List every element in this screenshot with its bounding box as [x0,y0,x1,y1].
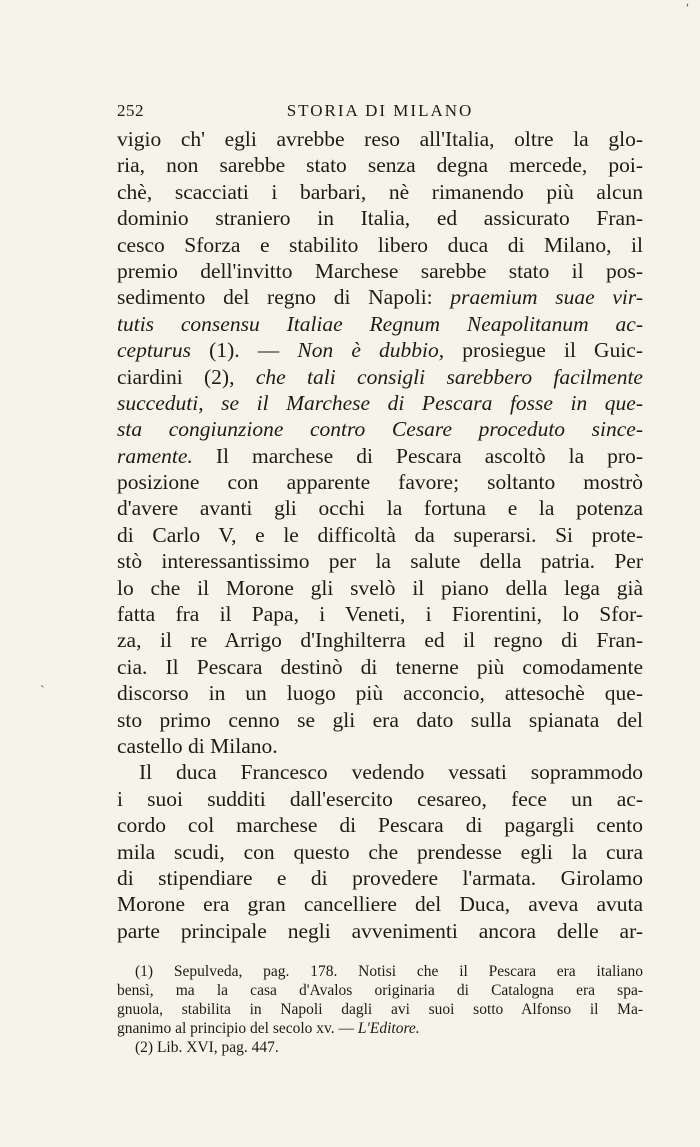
text-line [117,205,643,231]
text-line [117,152,643,178]
italic-text: Non è dubbio, [297,338,445,363]
text-run: Il marchese di Pescara ascoltò la pro- [192,443,643,468]
text-run: di stipendiare e di provedere l'armata. Girolamo [117,865,643,890]
text-line [117,654,643,680]
text-run: posizione con apparente favore; soltanto mostrò [117,470,643,495]
text-line [117,707,643,733]
text-run: cesco Sforza e stabilito libero duca di Milano, il [117,232,643,257]
text-run: di Carlo V, e le difficoltà da superarsi. Si prote- [117,522,643,547]
text-run: premio dell'invitto Marchese sarebbe stato il pos- [117,258,643,283]
text-line [117,680,643,706]
text-run: (1) Sepulveda, pag. 178. Notisi che il Pescara era italiano [135,963,643,980]
footnote-line [117,962,643,981]
footnote-line [117,981,643,1000]
italic-text: ramente. [117,443,193,468]
text-line [117,390,643,416]
text-line [117,627,643,653]
italic-text: L'Editore. [357,1020,420,1037]
text-line [117,443,643,469]
text-run: chè, scacciati i barbari, nè rimanendo più alcun [117,179,643,204]
text-line [117,786,643,812]
text-line [117,759,643,785]
italic-text: tutis consensu Italiae Regnum Neapolitanum ac- [117,311,643,336]
text-run: cia. Il Pescara destinò di tenerne più comodamente [117,654,643,679]
text-line [117,284,643,310]
text-run: stò interessantissimo per la salute della patria. Per [117,549,643,574]
text-line [117,522,643,548]
text-line [117,179,643,205]
text-run: bensì, ma la casa d'Avalos originaria di Catalogna era spa- [117,982,643,999]
text-run: Il duca Francesco vedendo vessati soprammodo [139,760,643,785]
text-line [117,469,643,495]
text-line [117,495,643,521]
text-line [117,548,643,574]
text-run: dominio straniero in Italia, ed assicurato Fran- [117,206,643,231]
text-line [117,733,643,759]
text-line [117,337,643,363]
text-line [117,126,643,152]
text-run: gnanimo al principio del secolo xv. — [117,1020,358,1037]
text-run: (2) Lib. XVI, pag. 447. [135,1039,279,1056]
text-run: castello di Milano. [117,733,278,758]
text-run: za, il re Arrigo d'Inghilterra ed il regno di Fran- [117,628,643,653]
text-run: vigio ch' egli avrebbe reso all'Italia, oltre la glo- [117,127,643,151]
text-line [117,891,643,917]
text-run: d'avere avanti gli occhi la fortuna e la potenza [117,496,643,521]
text-run: gnuola, stabilita in Napoli dagli avi suoi sotto Alfonso il Ma- [117,1001,643,1018]
text-run: (1). — [191,338,298,363]
text-line [117,575,643,601]
text-run: ria, non sarebbe stato senza degna mercede, poi- [117,153,643,178]
footnote-line [117,1000,643,1019]
text-run: cordo col marchese di Pescara di pagargli cento [117,813,643,838]
italic-text: che tali consigli sarebbero facilmente [255,364,643,389]
running-title: STORIA DI MILANO [286,101,474,120]
italic-text: sta congiunzione contro Cesare proceduto since- [117,417,643,442]
corner-mark: ʹ [686,2,690,17]
italic-text: praemium suae vir- [450,285,643,310]
text-run: lo che il Morone gli svelò il piano della lega già [117,575,643,600]
text-run: fatta fra il Papa, i Veneti, i Fiorentini, lo Sfor- [117,602,643,627]
text-line [117,601,643,627]
text-line [117,839,643,865]
text-line [117,416,643,442]
text-line [117,232,643,258]
text-run: discorso in un luogo più acconcio, attesochè que- [117,681,643,706]
footnote-line [117,1038,643,1057]
text-line [117,364,643,390]
text-run: prosiegue il Guic- [444,338,643,363]
margin-mark: ˋ [40,684,45,699]
text-line [117,812,643,838]
text-line [117,311,643,337]
page-number: 252 [117,101,144,120]
text-run: sto primo cenno se gli era dato sulla spianata del [117,707,643,732]
text-run: parte principale negli avvenimenti ancora delle ar- [117,918,643,943]
body-text [117,126,643,944]
footnotes [117,962,643,1057]
text-run: Morone era gran cancelliere del Duca, aveva avuta [117,892,643,917]
text-line [117,918,643,944]
text-run: mila scudi, con questo che prendesse egli la cura [117,839,643,864]
italic-text: cepturus [117,338,192,363]
italic-text: succeduti, se il Marchese di Pescara fosse in que- [117,390,643,415]
text-run: i suoi sudditi dall'esercito cesareo, fece un ac- [117,786,643,811]
text-run: sedimento del regno di Napoli: [117,285,451,310]
footnote-line [117,1019,643,1038]
text-line [117,258,643,284]
text-line [117,865,643,891]
text-run: ciardini (2), [117,364,256,389]
